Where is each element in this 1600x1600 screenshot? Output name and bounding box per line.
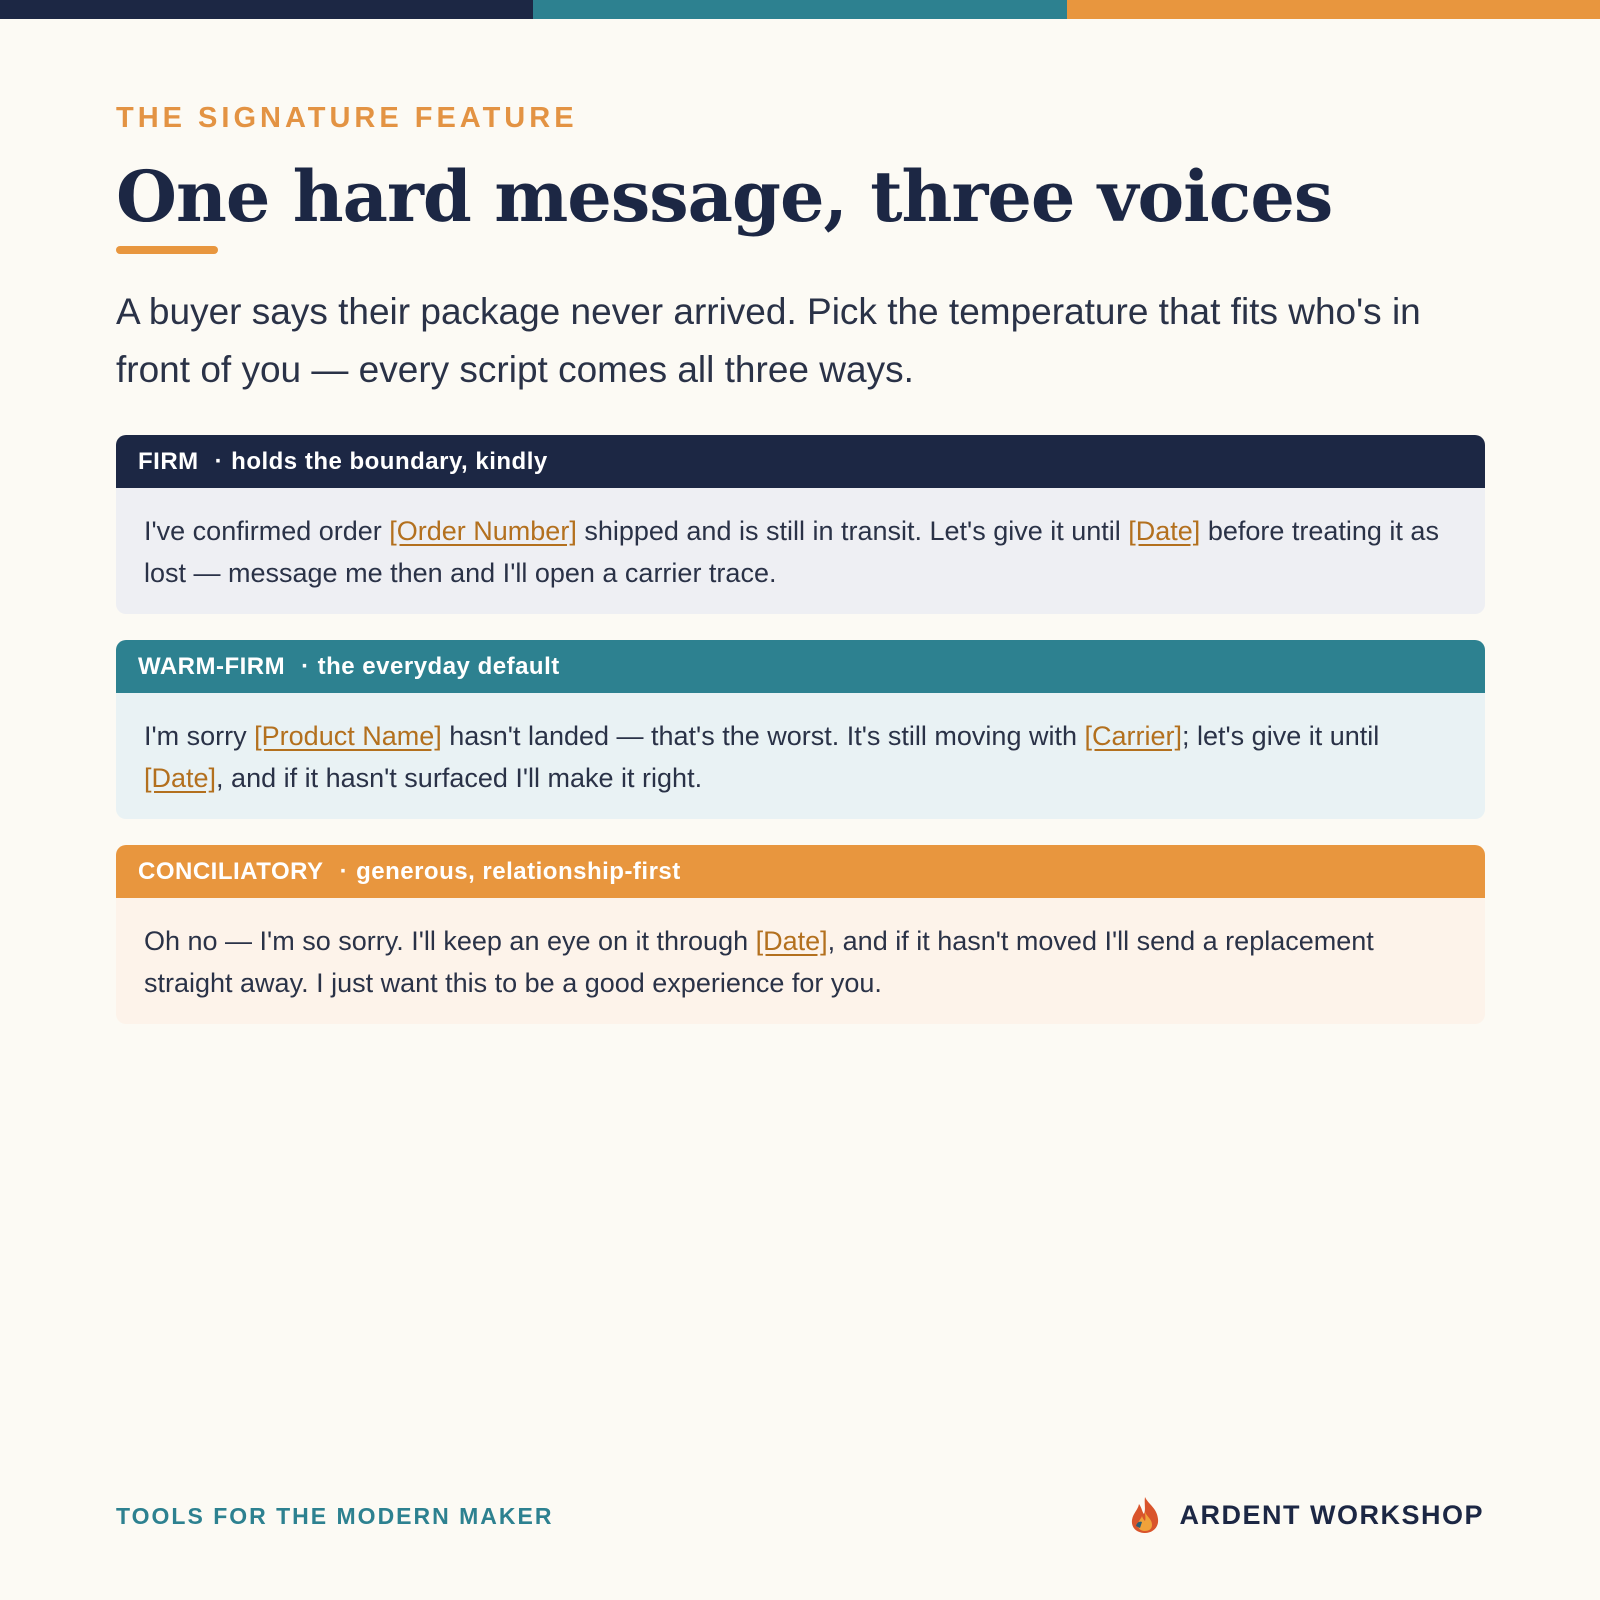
tone-label: FIRM — [138, 447, 199, 475]
title-underline — [116, 246, 218, 254]
tone-descriptor: holds the boundary, kindly — [231, 447, 548, 475]
placeholder-token: [Date] — [755, 926, 828, 956]
script-card-firm — [116, 435, 1485, 614]
tone-descriptor: generous, relationship-first — [356, 857, 681, 885]
top-color-bar — [0, 0, 1600, 19]
page-title: One hard message, three voices — [116, 155, 1333, 238]
placeholder-token: [Product Name] — [254, 721, 442, 751]
tone-label: WARM-FIRM — [138, 652, 286, 680]
script-text-segment: Oh no — I'm so sorry. I'll keep an eye on it through — [144, 926, 756, 956]
top-bar-teal-segment — [533, 0, 1066, 19]
top-bar-orange-segment — [1067, 0, 1600, 19]
script-card-warm-firm — [116, 640, 1485, 819]
separator-dot: · — [214, 447, 224, 475]
script-text — [116, 488, 1485, 614]
script-text-segment: ; let's give it until — [1182, 721, 1380, 751]
script-text-segment: before treating it as lost — message me then and I'll open a carrier trace. — [144, 516, 1439, 588]
intro-paragraph: A buyer says their package never arrived. Pick the temperature that fits who's in front of you — every script comes all three ways. — [116, 291, 1421, 390]
eyebrow-label: THE SIGNATURE FEATURE — [116, 102, 578, 134]
flame-icon — [1128, 1496, 1162, 1534]
script-text-segment: I've confirmed order — [144, 516, 390, 546]
script-text — [116, 898, 1485, 1024]
placeholder-token: [Date] — [144, 763, 217, 793]
script-card-conciliatory — [116, 845, 1485, 1024]
brand-mark — [1128, 1496, 1485, 1534]
brand-name: ARDENT WORKSHOP — [1179, 1499, 1484, 1530]
card-header — [116, 640, 1485, 693]
separator-dot: · — [339, 857, 349, 885]
script-text-segment: I'm sorry — [144, 721, 255, 751]
tone-descriptor: the everyday default — [317, 652, 560, 680]
script-text-segment: , and if it hasn't moved I'll send a replacement straight away. I just want this to be a good experience for you. — [144, 926, 1374, 998]
tone-label: CONCILIATORY — [138, 857, 324, 885]
script-text-segment: hasn't landed — that's the worst. It's still moving with — [441, 721, 1085, 751]
script-text — [116, 693, 1485, 819]
card-header — [116, 845, 1485, 898]
placeholder-token: [Date] — [1128, 516, 1201, 546]
footer-tagline: TOOLS FOR THE MODERN MAKER — [116, 1503, 554, 1529]
separator-dot: · — [301, 652, 310, 680]
card-header — [116, 435, 1485, 488]
top-bar-navy-segment — [0, 0, 533, 19]
script-text-segment: shipped and is still in transit. Let's give it until — [576, 516, 1129, 546]
script-text-segment: , and if it hasn't surfaced I'll make it right. — [216, 763, 703, 793]
placeholder-token: [Carrier] — [1084, 721, 1182, 751]
placeholder-token: [Order Number] — [389, 516, 577, 546]
